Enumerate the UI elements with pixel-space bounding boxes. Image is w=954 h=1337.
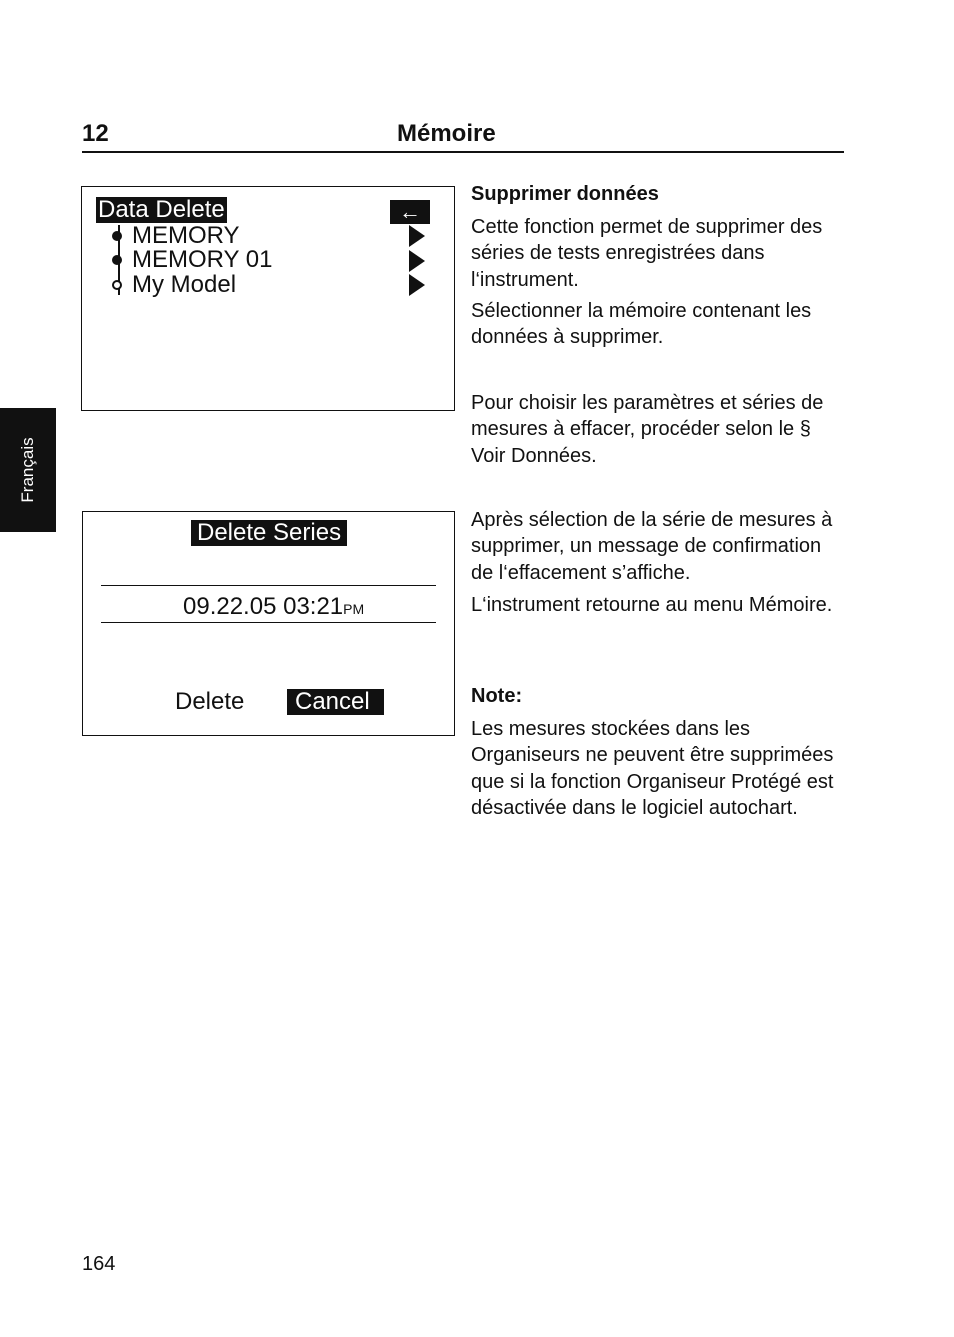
tree-item-label: MEMORY 01 <box>132 246 273 273</box>
arrow-right-icon[interactable] <box>409 274 425 296</box>
page-number: 164 <box>82 1253 116 1275</box>
delete-series-title: Delete Series <box>191 520 347 546</box>
tree-item-label: MEMORY <box>132 222 240 249</box>
tree-node-icon <box>112 255 122 265</box>
chapter-number: 12 <box>82 120 109 147</box>
section-heading: Supprimer données <box>471 183 659 205</box>
header-divider <box>82 151 844 153</box>
tree-item-label: My Model <box>132 271 237 298</box>
tree-node-open-icon <box>112 280 122 290</box>
note-text: Les mesures stockées dans les Organiseurs ne peuvent être supprimées que si la fonction Organiseur Protégé est désactivée dans le logiciel autochart. <box>471 718 834 819</box>
paragraph-5: L‘instrument retourne au menu Mémoire. <box>471 594 833 616</box>
page-title: Mémoire <box>397 120 496 147</box>
series-ampm: PM <box>343 601 365 617</box>
data-delete-title: Data Delete <box>98 196 225 223</box>
paragraph-4: Après sélection de la série de mesures à supprimer, un message de confirmation de l‘effacement s’affiche. <box>471 509 833 584</box>
divider-bottom <box>101 622 436 623</box>
arrow-right-icon[interactable] <box>409 250 425 272</box>
paragraph-3: Pour choisir les paramètres et séries de mesures à effacer, procéder selon le § Voir Données. <box>471 392 824 467</box>
series-date-value: 09.22.05 03:21 <box>183 593 344 620</box>
paragraph-1: Cette fonction permet de supprimer des séries de tests enregistrées dans l‘instrument. <box>471 216 823 291</box>
tree-node-icon <box>112 231 122 241</box>
language-tab-label: Français <box>18 437 37 503</box>
tree-item-my-model[interactable] <box>112 272 236 298</box>
tree-item-memory-01[interactable] <box>112 247 273 273</box>
back-arrow-icon[interactable]: ← <box>390 200 430 224</box>
cancel-button[interactable]: Cancel <box>287 689 384 715</box>
paragraph-2: Sélectionner la mémoire contenant les données à supprimer. <box>471 300 812 349</box>
data-delete-screen <box>81 186 455 411</box>
arrow-right-icon[interactable] <box>409 225 425 247</box>
series-date <box>183 594 364 622</box>
delete-button[interactable]: Delete <box>175 688 245 715</box>
note-heading: Note: <box>471 685 523 707</box>
language-tab <box>0 408 56 532</box>
divider-top <box>101 585 436 586</box>
delete-series-screen <box>82 511 455 736</box>
